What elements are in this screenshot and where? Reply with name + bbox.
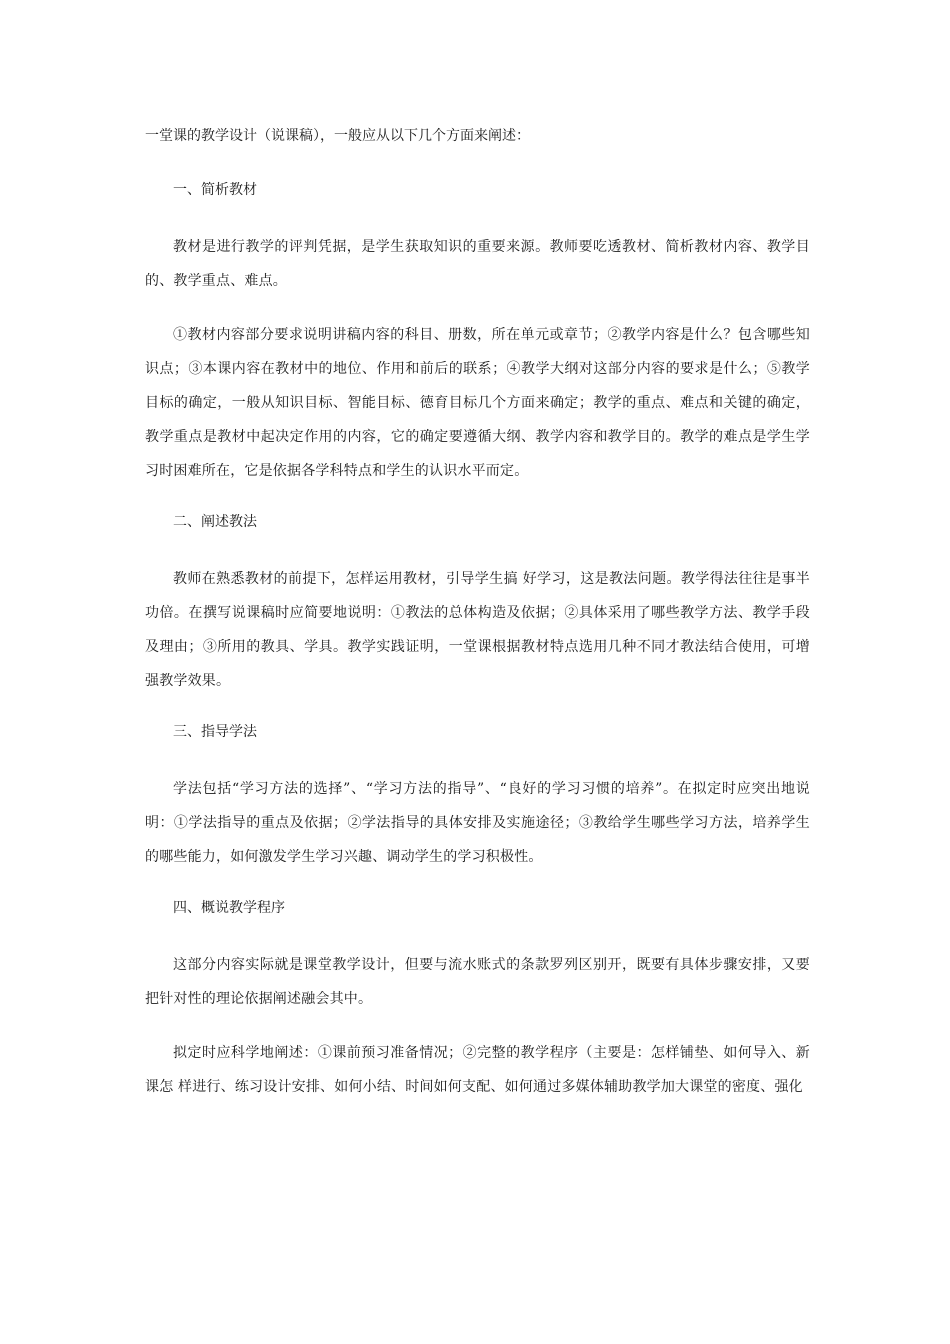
document-page	[145, 122, 810, 1104]
section-paragraph: 教材是进行教学的评判凭据，是学生获取知识的重要来源。教师要吃透教材、简析教材内容、教学目的、教学重点、难点。	[145, 239, 810, 289]
section-heading: 一、简析教材	[173, 182, 257, 198]
section-heading: 二、阐述教法	[173, 514, 257, 530]
section-2	[145, 508, 810, 698]
section-heading: 四、概说教学程序	[173, 900, 285, 916]
section-heading: 三、指导学法	[173, 724, 257, 740]
section-paragraph: 拟定时应科学地阐述：①课前预习准备情况；②完整的教学程序（主要是：怎样铺垫、如何导入、新课怎 样进行、练习设计安排、如何小结、时间如何支配、如何通过多媒体辅助教学加大课堂的密度、强化	[145, 1045, 810, 1095]
section-3	[145, 718, 810, 874]
intro-text: 一堂课的教学设计（说课稿），一般应从以下几个方面来阐述：	[145, 128, 530, 144]
section-paragraph: 教师在熟悉教材的前提下，怎样运用教材，引导学生搞 好学习，这是教法问题。教学得法往往是事半功倍。在撰写说课稿时应简要地说明：①教法的总体构造及依据；②具体采用了哪些教学方法、教学手段及理由；③所用的教具、学具。教学实践证明，一堂课根据教材特点选用几种不同才教法结合使用，可增强教学效果。	[145, 571, 810, 689]
section-1	[145, 176, 810, 488]
section-paragraph: 这部分内容实际就是课堂教学设计，但要与流水账式的条款罗列区别开，既要有具体步骤安排，又要把针对性的理论依据阐述融会其中。	[145, 957, 810, 1007]
section-4	[145, 894, 810, 1104]
section-paragraph: 学法包括“学习方法的选择”、“学习方法的指导”、“良好的学习习惯的培养”。在拟定时应突出地说明：①学法指导的重点及依据；②学法指导的具体安排及实施途径；③教给学生哪些学习方法，培养学生的哪些能力，如何激发学生学习兴趣、调动学生的学习积极性。	[145, 781, 810, 865]
section-paragraph: ①教材内容部分要求说明讲稿内容的科目、册数，所在单元或章节；②教学内容是什么？包含哪些知识点；③本课内容在教材中的地位、作用和前后的联系；④教学大纲对这部分内容的要求是什么；⑤教学目标的确定，一般从知识目标、智能目标、德育目标几个方面来确定；教学的重点、难点和关键的确定，教学重点是教材中起决定作用的内容，它的确定要遵循大纲、教学内容和教学目的。教学的难点是学生学习时困难所在，它是依据各学科特点和学生的认识水平而定。	[145, 327, 810, 479]
